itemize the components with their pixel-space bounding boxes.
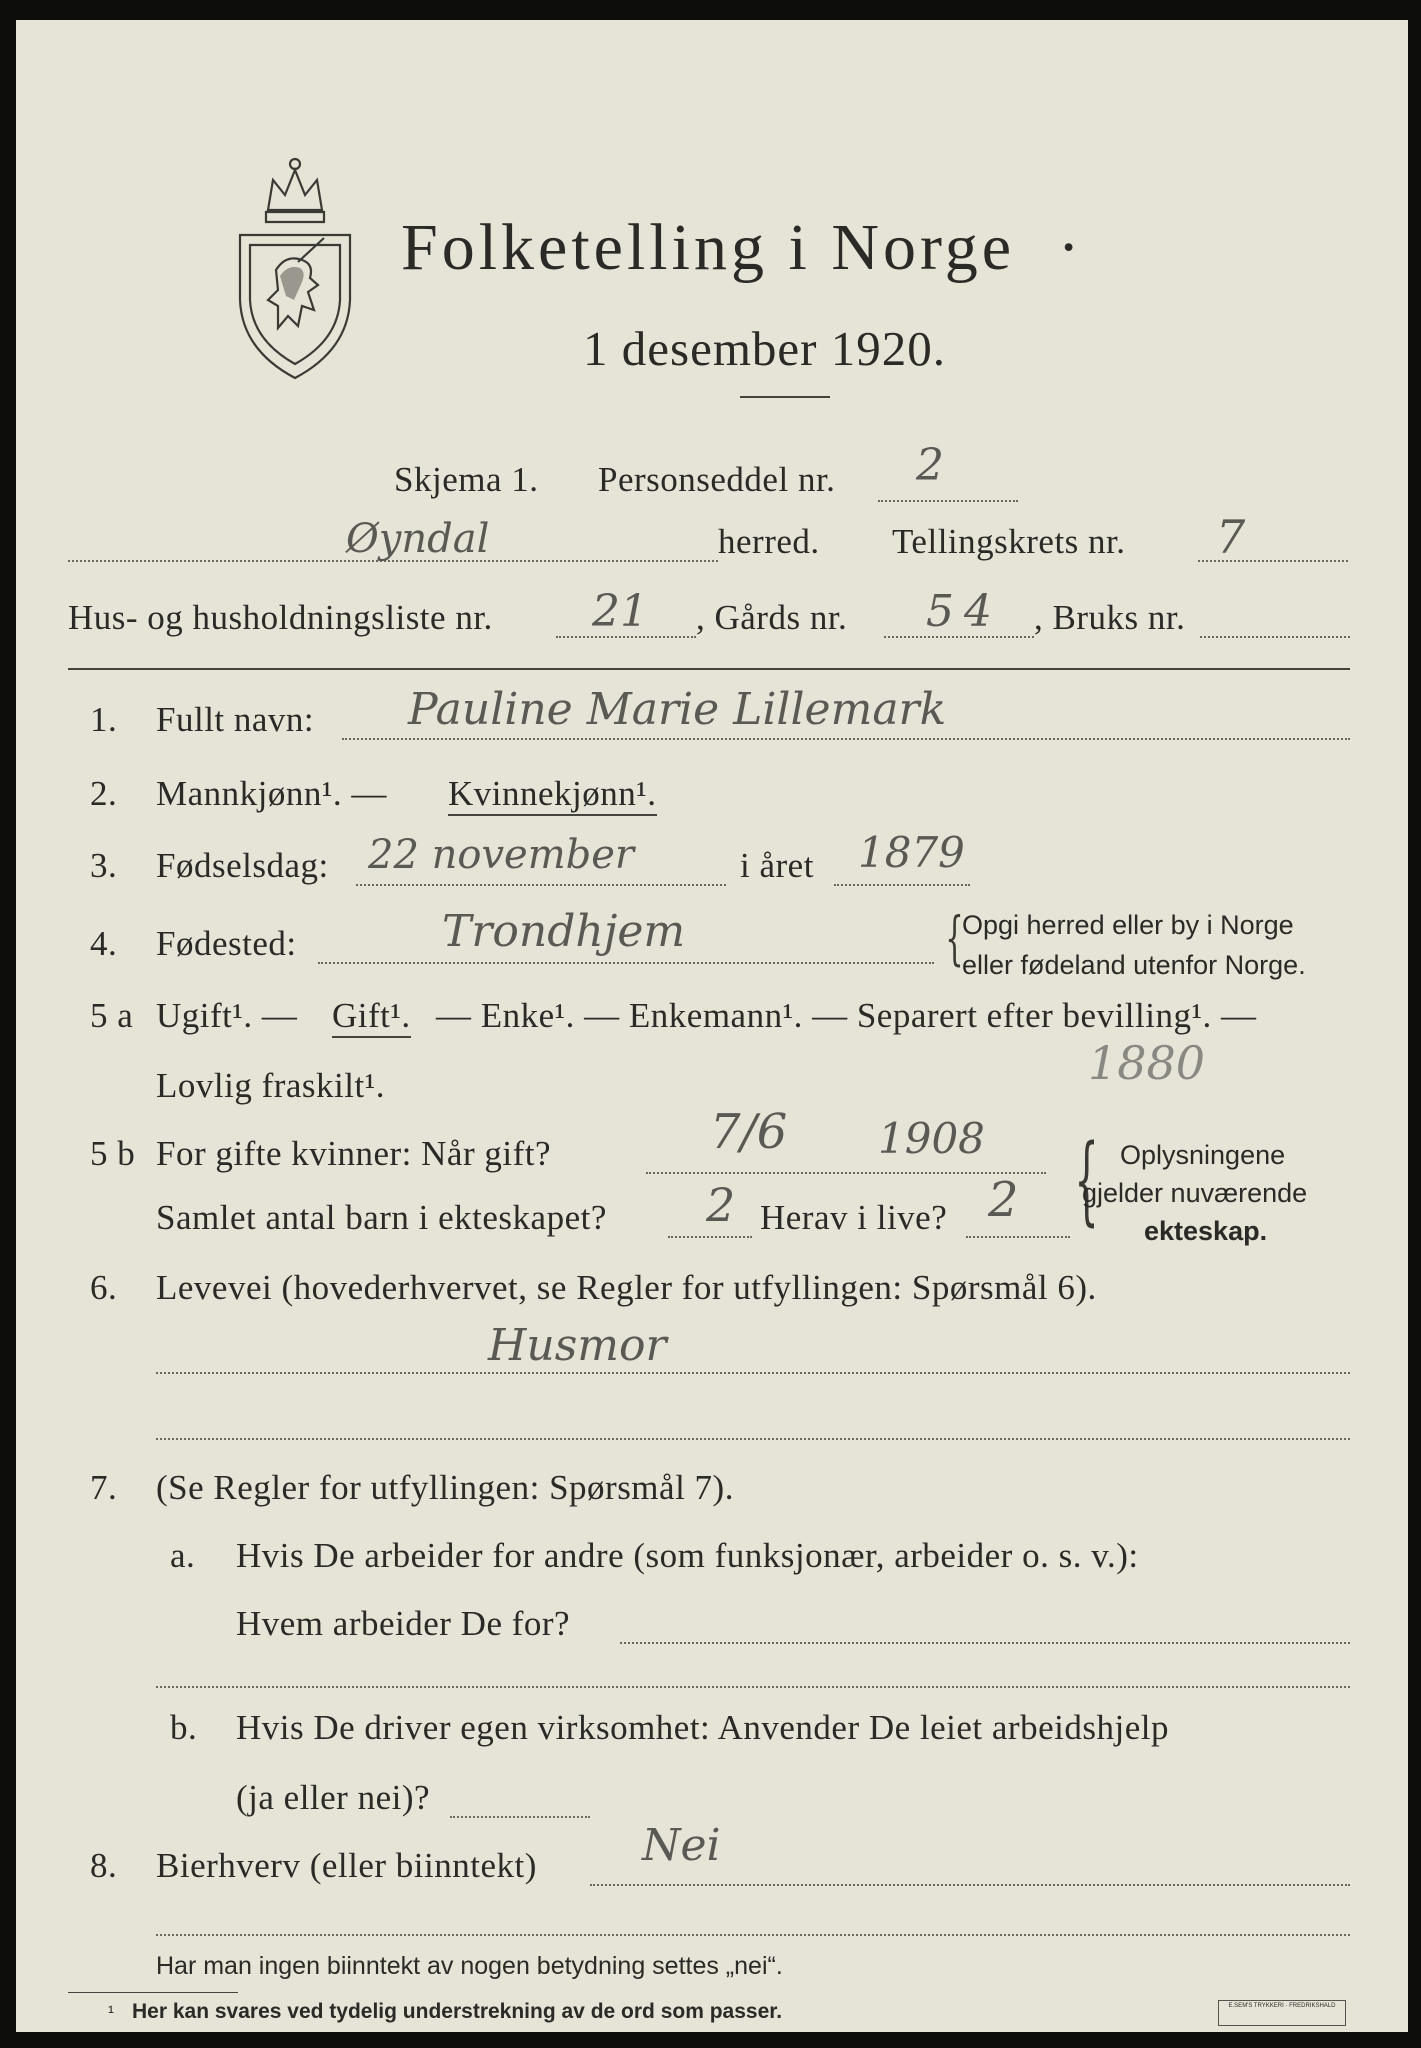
q5b-note-line2: gjelder nuværende (1082, 1178, 1308, 1208)
footnote-divider (68, 1992, 238, 1993)
q7-label: (Se Regler for utfyllingen: Spørsmål 7). (156, 1468, 734, 1507)
q5a-extra-year: 1880 (1088, 1036, 1206, 1090)
q5b-children-value: 2 (706, 1178, 736, 1232)
q4-number: 4. (90, 924, 118, 963)
krets-no-value: 7 (1216, 510, 1246, 564)
q6-value: Husmor (488, 1320, 667, 1371)
q5b-when-day: 7/6 (710, 1104, 788, 1160)
q1-line (342, 738, 1350, 740)
q4-label: Fødested: (156, 924, 297, 963)
q8-line1 (590, 1884, 1350, 1886)
q3-year-line (834, 884, 970, 886)
q5a-ugift: Ugift¹. — (156, 996, 298, 1035)
herred-label: herred. (718, 522, 820, 561)
q7b-text: Hvis De driver egen virksomhet: Anvender De leiet arbeidshjelp (236, 1708, 1169, 1747)
q2-male: Mannkjønn¹. — (156, 774, 387, 813)
q7a-letter: a. (170, 1536, 196, 1575)
q2-female-underlined: Kvinnekjønn¹. (448, 774, 657, 816)
q7a-question: Hvem arbeider De for? (236, 1604, 571, 1643)
q5b-note-line1: Oplysningene (1120, 1140, 1286, 1170)
q4-note-line1: Opgi herred eller by i Norge (962, 910, 1294, 940)
q4-note-brace: { (945, 904, 964, 972)
census-form (16, 20, 1408, 2032)
printer-stamp (1218, 2000, 1346, 2026)
q3-value: 22 november (368, 832, 635, 878)
footnote-mark: ¹ (108, 2002, 114, 2022)
footer-note: Har man ingen biinntekt av nogen betydning settes „nei“. (156, 1952, 783, 1980)
q5b-alive-line (966, 1236, 1070, 1238)
title-divider (740, 396, 830, 398)
krets-label: Tellingskrets nr. (892, 522, 1126, 561)
q5a-line2: Lovlig fraskilt¹. (156, 1066, 385, 1105)
q7b-line (450, 1816, 590, 1818)
q3-label: Fødselsdag: (156, 846, 329, 885)
q6-number: 6. (90, 1268, 118, 1307)
q7a-text: Hvis De arbeider for andre (som funksjonær, arbeider o. s. v.): (236, 1536, 1139, 1575)
q5a-rest: — Enke¹. — Enkemann¹. — Separert efter bevilling¹. — (436, 996, 1257, 1035)
q5b-note-line3: ekteskap. (1144, 1216, 1268, 1246)
q5b-number: 5 b (90, 1134, 136, 1173)
q7-number: 7. (90, 1468, 118, 1507)
gards-label: , Gårds nr. (696, 598, 848, 637)
hus-no-value: 21 (592, 586, 648, 637)
q8-line2 (156, 1934, 1350, 1936)
q1-value: Pauline Marie Lillemark (408, 684, 947, 735)
q5b-children-line (668, 1236, 752, 1238)
herred-value: Øyndal (346, 516, 490, 562)
q5b-note-brace: { (1074, 1124, 1099, 1236)
q5b-label: For gifte kvinner: Når gift? (156, 1134, 552, 1173)
bruks-label: , Bruks nr. (1034, 598, 1186, 637)
q5b-children-label: Samlet antal barn i ekteskapet? (156, 1198, 607, 1237)
q4-note-line2: eller fødeland utenfor Norge. (962, 950, 1306, 980)
q7a-line2 (156, 1686, 1350, 1688)
gards-no-value: 54 (926, 586, 1002, 637)
q7b-question: (ja eller nei)? (236, 1778, 431, 1817)
q6-line2 (156, 1438, 1350, 1440)
q8-number: 8. (90, 1846, 118, 1885)
q4-line (318, 962, 934, 964)
section-divider (68, 668, 1350, 670)
q6-label: Levevei (hovederhvervet, se Regler for utfyllingen: Spørsmål 6). (156, 1268, 1097, 1307)
q1-label: Fullt navn: (156, 700, 315, 739)
q5a-number: 5 a (90, 996, 134, 1035)
q5b-when-line (646, 1172, 1046, 1174)
hus-label: Hus- og husholdningsliste nr. (68, 598, 493, 637)
title-dot: · (1057, 211, 1084, 284)
q5b-alive-value: 2 (988, 1172, 1019, 1228)
q8-label: Bierhverv (eller biinntekt) (156, 1846, 537, 1885)
q3-line (356, 884, 726, 886)
form-date: 1 desember 1920. (583, 321, 946, 376)
q6-line1 (156, 1372, 1350, 1374)
schema-label: Skjema 1. (394, 460, 539, 499)
q5b-alive-label: Herav i live? (760, 1198, 948, 1237)
q5a-gift-underlined: Gift¹. (332, 996, 411, 1038)
q4-value: Trondhjem (442, 906, 686, 957)
form-title (401, 210, 1084, 286)
q1-number: 1. (90, 700, 118, 739)
person-label: Personseddel nr. (598, 460, 836, 499)
bruks-no-line (1200, 636, 1350, 638)
q7a-line1 (620, 1642, 1350, 1644)
q3-year-value: 1879 (858, 828, 965, 877)
norway-coat-of-arms-icon (228, 150, 363, 380)
q5b-when-year: 1908 (878, 1114, 985, 1163)
q7b-letter: b. (170, 1708, 198, 1747)
q3-number: 3. (90, 846, 118, 885)
footnote-text: Her kan svares ved tydelig understrekning av de ord som passer. (132, 2000, 783, 2023)
q2-number: 2. (90, 774, 118, 813)
person-no-line (878, 500, 1018, 502)
title-text: Folketelling i Norge (401, 211, 1016, 284)
q8-value: Nei (642, 1820, 721, 1871)
q3-year-label: i året (740, 846, 814, 885)
person-no-value: 2 (916, 440, 944, 491)
printer-stamp-text: E.SEM'S TRYKKERI · FREDRIKSHALD (1228, 2003, 1336, 2009)
